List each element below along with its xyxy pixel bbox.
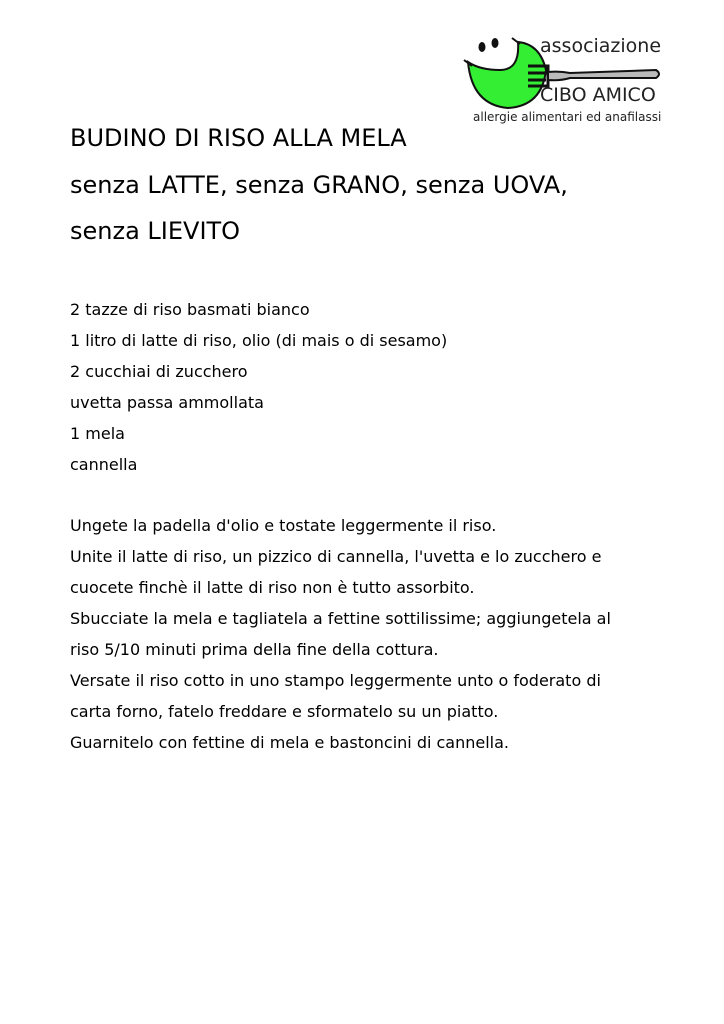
instruction-line: cuocete finchè il latte di riso non è tutto assorbito.: [70, 578, 475, 597]
instruction-line: Guarnitelo con fettine di mela e bastoncini di cannella.: [70, 733, 510, 752]
ingredient-item: 2 tazze di riso basmati bianco: [70, 300, 310, 319]
ingredient-item: cannella: [70, 455, 138, 474]
logo: [460, 30, 670, 130]
instruction-line: Unite il latte di riso, un pizzico di cannella, l'uvetta e lo zucchero e: [70, 547, 602, 566]
recipe-title: BUDINO DI RISO ALLA MELA: [70, 124, 407, 152]
ingredient-item: 1 mela: [70, 424, 125, 443]
ingredient-item: 1 litro di latte di riso, olio (di mais o di sesamo): [70, 331, 448, 350]
ingredient-item: uvetta passa ammollata: [70, 393, 264, 412]
instruction-line: carta forno, fatelo freddare e sformatelo su un piatto.: [70, 702, 499, 721]
logo-line-1: associazione: [540, 35, 662, 57]
logo-line-3: allergie alimentari ed anafilassi: [473, 110, 662, 124]
recipe-subtitle: senza LATTE, senza GRANO, senza UOVA,: [70, 171, 568, 199]
instruction-line: Versate il riso cotto in uno stampo leggermente unto o foderato di: [70, 671, 601, 690]
ingredient-item: 2 cucchiai di zucchero: [70, 362, 248, 381]
logo-line-2: CIBO AMICO: [540, 84, 656, 106]
instruction-line: Ungete la padella d'olio e tostate leggermente il riso.: [70, 516, 497, 535]
instruction-line: riso 5/10 minuti prima della fine della cottura.: [70, 640, 439, 659]
instruction-line: Sbucciate la mela e tagliatela a fettine sottilissime; aggiungetela al: [70, 609, 611, 628]
recipe-subtitle: senza LIEVITO: [70, 217, 241, 245]
